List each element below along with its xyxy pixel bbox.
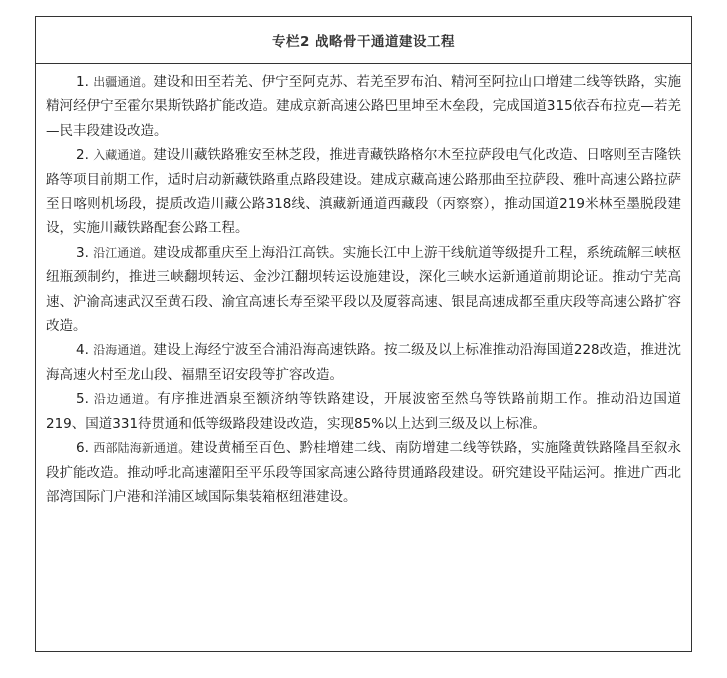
item-label: 入藏通道。 [93,148,154,163]
item-along-coast [46,338,681,387]
feature-box [35,16,692,652]
item-number: 2. [76,147,89,164]
item-along-border [46,387,681,436]
item-text: 建设黄桶至百色、黔桂增建二线、南防增建二线等铁路，实施隆黄铁路隆昌至叙永段扩能改造。推动呼北高速灌阳至平乐段等国家高速公路待贯通路段建设。研究建设平陆运河。推进广西北部湾国际门户港和洋浦区域国际集装箱枢纽港建设。 [46,440,682,505]
item-text: 建设上海经宁波至合浦沿海高速铁路。按二级及以上标准推动沿海国道228改造，推进沈海高速火村至龙山段、福鼎至诏安段等扩容改造。 [46,342,681,383]
item-text: 建设和田至若羌、伊宁至阿克苏、若羌至罗布泊、精河至阿拉山口增建二线等铁路，实施精河经伊宁至霍尔果斯铁路扩能改造。建成京新高速公路巴里坤至木垒段，完成国道315依吞布拉克—若羌—民丰段建设改造。 [46,74,681,139]
item-number: 4. [76,342,89,359]
item-along-river [46,241,681,339]
item-label: 沿边通道。 [93,392,158,407]
item-label: 西部陆海新通道。 [93,441,191,456]
item-exit-xinjiang [46,70,681,143]
item-number: 5. [76,391,89,408]
item-label: 出疆通道。 [93,75,154,89]
item-text: 建设川藏铁路雅安至林芝段，推进青藏铁路格尔木至拉萨段电气化改造、日喀则至吉隆铁路等项目前期工作，适时启动新藏铁路重点路段建设。建成京藏高速公路那曲至拉萨段、雅叶高速公路拉萨至日喀则机场段，提质改造川藏公路318线、滇藏新通道西藏段（丙察察），推动国道219米林至墨脱段建设，实施川藏铁路配套公路工程。 [46,147,681,237]
box-title: 专栏2 战略骨干通道建设工程 [36,17,691,64]
item-enter-tibet [46,143,681,241]
item-label: 沿海通道。 [93,343,154,358]
item-text: 建设成都重庆至上海沿江高铁。实施长江中上游干线航道等级提升工程，系统疏解三峡枢纽瓶颈制约，推进三峡翻坝转运、金沙江翻坝转运设施建设，深化三峡水运新通道前期论证。推动宁芜高速、沪渝高速武汉至黄石段、渝宜高速长寿至梁平段以及厦蓉高速、银昆高速成都至重庆段等高速公路扩容改造。 [46,244,681,335]
box-content [36,64,691,509]
item-text: 有序推进酒泉至额济纳等铁路建设，开展波密至然乌等铁路前期工作。推动沿边国道219、国道331待贯通和低等级路段建设改造，实现85%以上达到三级及以上标准。 [46,391,681,432]
item-label: 沿江通道。 [93,245,154,260]
item-number: 1. [76,74,89,90]
item-number: 6. [76,440,89,457]
item-number: 3. [76,244,89,261]
item-western-land-sea [46,436,681,509]
